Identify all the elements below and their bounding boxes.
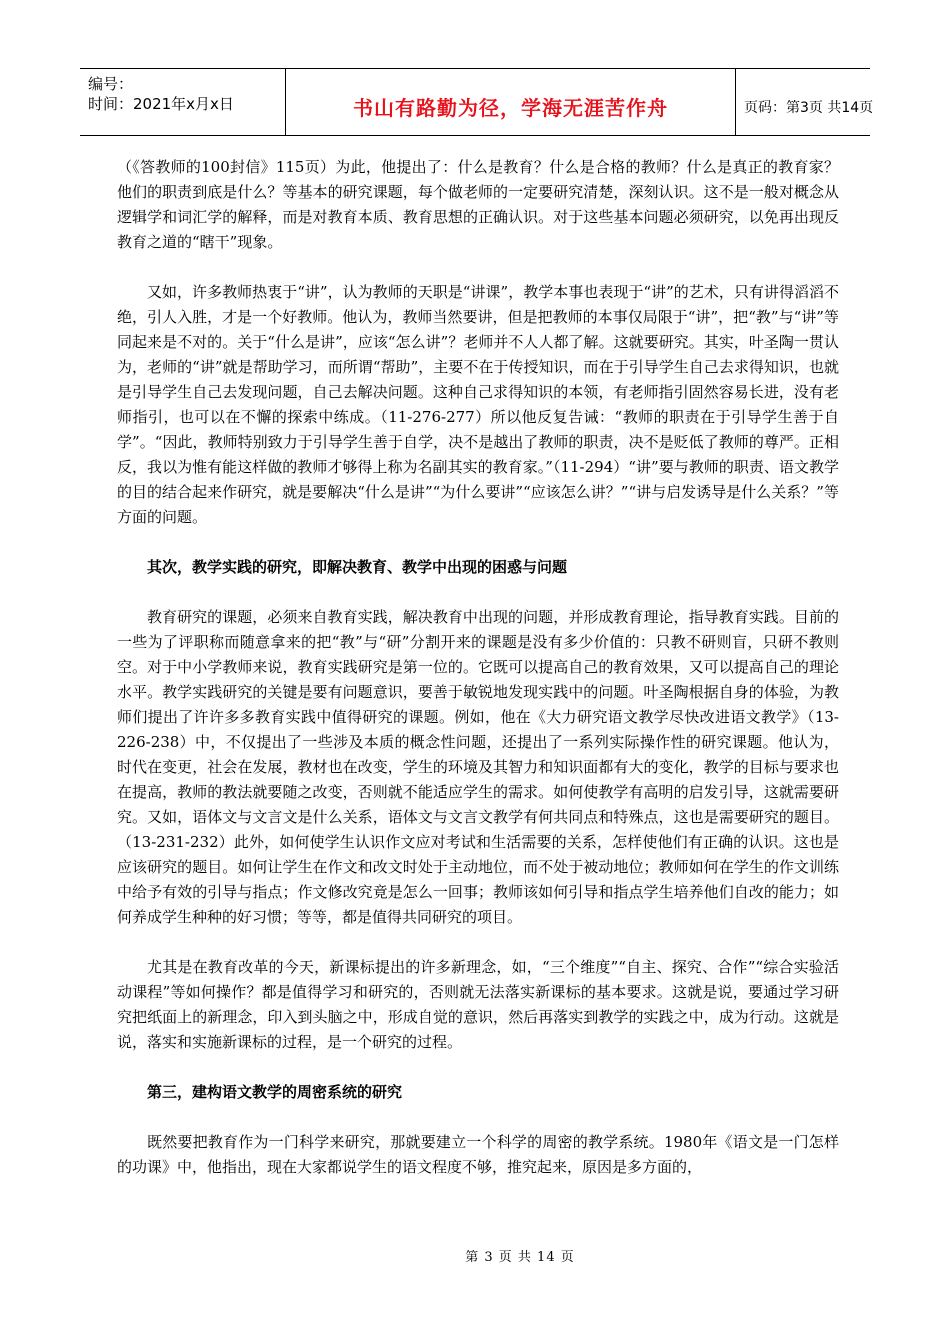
- footer-page-number: 第 3 页 共 14 页: [465, 1250, 575, 1265]
- header-motto-cell: [286, 69, 736, 135]
- document-number-label: 编号：: [88, 75, 134, 93]
- paragraph-4: 尤其是在教育改革的今天，新课标提出的许多新理念，如，“三个维度”“自主、探究、合作”“综合实验活动课程”等如何操作？都是值得学习和研究的，否则就无法落实新课标的基本要求。这就是说，要通过学习研究把纸面上的新理念，印入到头脑之中，形成自觉的意识，然后再落实到教学的实践之中，成为行动。这就是说，落实和实施新课标的过程，是一个研究的过程。: [117, 958, 839, 1051]
- header-page-info: 页码：第3页 共14页: [744, 100, 874, 116]
- paragraph-2: 又如，许多教师热衷于“讲”，认为教师的天职是“讲课”，教学本事也表现于“讲”的艺术，只有讲得滔滔不绝，引人入胜，才是一个好教师。他认为，教师当然要讲，但是把教师的本事仅局限于“讲”，把“教”与“讲”等同起来是不对的。关于“什么是讲”，应该“怎么讲”？老师并不人人都了解。这就要研究。其实，叶圣陶一贯认为，老师的“讲”就是帮助学习，而所谓“帮助”，主要不在于传授知识，而在于引导学生自己去求得知识，也就是引导学生自己去发现问题，自己去解决问题。这种自己求得知识的本领，有老师指引固然容易长进，没有老师指引，也可以在不懈的探索中练成。（11-276-277）所以他反复告诫：“教师的职责在于引导学生善于自学”。“因此，教师特别致力于引导学生善于自学，决不是越出了教师的职责，决不是贬低了教师的尊严。正相反，我以为惟有能这样做的教师才够得上称为名副其实的教育家。”（11-294）“讲”要与教师的职责、语文教学的目的结合起来作研究，就是要解决“什么是讲”“为什么要讲”“应该怎么讲？”“讲与启发诱导是什么关系？”等方面的问题。: [117, 283, 839, 526]
- document-time-label: 时间：2021年x月x日: [88, 95, 234, 113]
- page-footer: [0, 1246, 950, 1265]
- page-header: [80, 68, 874, 136]
- paragraph-3: 教育研究的课题，必须来自教育实践，解决教育中出现的问题，并形成教育理论，指导教育实践。目前的一些为了评职称而随意拿来的把“教”与“研”分割开来的课题是没有多少价值的：只教不研则盲，只研不教则空。对于中小学教师来说，教育实践研究是第一位的。它既可以提高自己的教育效果，又可以提高自己的理论水平。教学实践研究的关键是要有问题意识，要善于敏锐地发现实践中的问题。叶圣陶根据自身的体验，为教师们提出了许许多多教育实践中值得研究的课题。例如，他在《大力研究语文教学尽快改进语文教学》（13-226-238）中，不仅提出了一些涉及本质的概念性问题，还提出了一系列实际操作性的研究课题。他认为，时代在变更，社会在发展，教材也在改变，学生的环境及其智力和知识面都有大的变化，教学的目标与要求也在提高，教师的教法就要随之改变，否则就不能适应学生的需求。如何使教学有高明的启发引导，这就需要研究。又如，语体文与文言文是什么关系，语体文与文言文教学有何共同点和特殊点，这也是需要研究的题目。（13-231-232）此外，如何使学生认识作文应对考试和生活需要的关系，怎样使他们有正确的认识。这也是应该研究的题目。如何让学生在作文和改文时处于主动地位，而不处于被动地位；教师如何在学生的作文训练中给予有效的引导与指点；作文修改究竟是怎么一回事；教师该如何引导和指点学生培养他们自改的能力；如何养成学生种种的好习惯；等等，都是值得共同研究的项目。: [117, 608, 839, 926]
- header-page-cell: [736, 69, 874, 135]
- document-body: [117, 155, 839, 1180]
- section-heading-3: 第三，建构语文教学的周密系统的研究: [147, 1083, 403, 1101]
- paragraph-1: （《答教师的100封信》115页）为此，他提出了：什么是教育？什么是合格的教师？什么是真正的教育家？他们的职责到底是什么？等基本的研究课题，每个做老师的一定要研究清楚，深刻认识。这不是一般对概念从逻辑学和词汇学的解释，而是对教育本质、教育思想的正确认识。对于这些基本问题必须研究，以免再出现反教育之道的“瞎干”现象。: [117, 158, 839, 251]
- header-motto: 书山有路勤为径，学海无涯苦作舟: [353, 96, 668, 120]
- section-heading-2: 其次，教学实践的研究，即解决教育、教学中出现的困惑与问题: [147, 558, 568, 576]
- paragraph-5: 既然要把教育作为一门科学来研究，那就要建立一个科学的周密的教学系统。1980年《语文是一门怎样的功课》中，他指出，现在大家都说学生的语文程度不够，推究起来，原因是多方面的，: [117, 1133, 839, 1176]
- header-meta-cell: [80, 69, 286, 135]
